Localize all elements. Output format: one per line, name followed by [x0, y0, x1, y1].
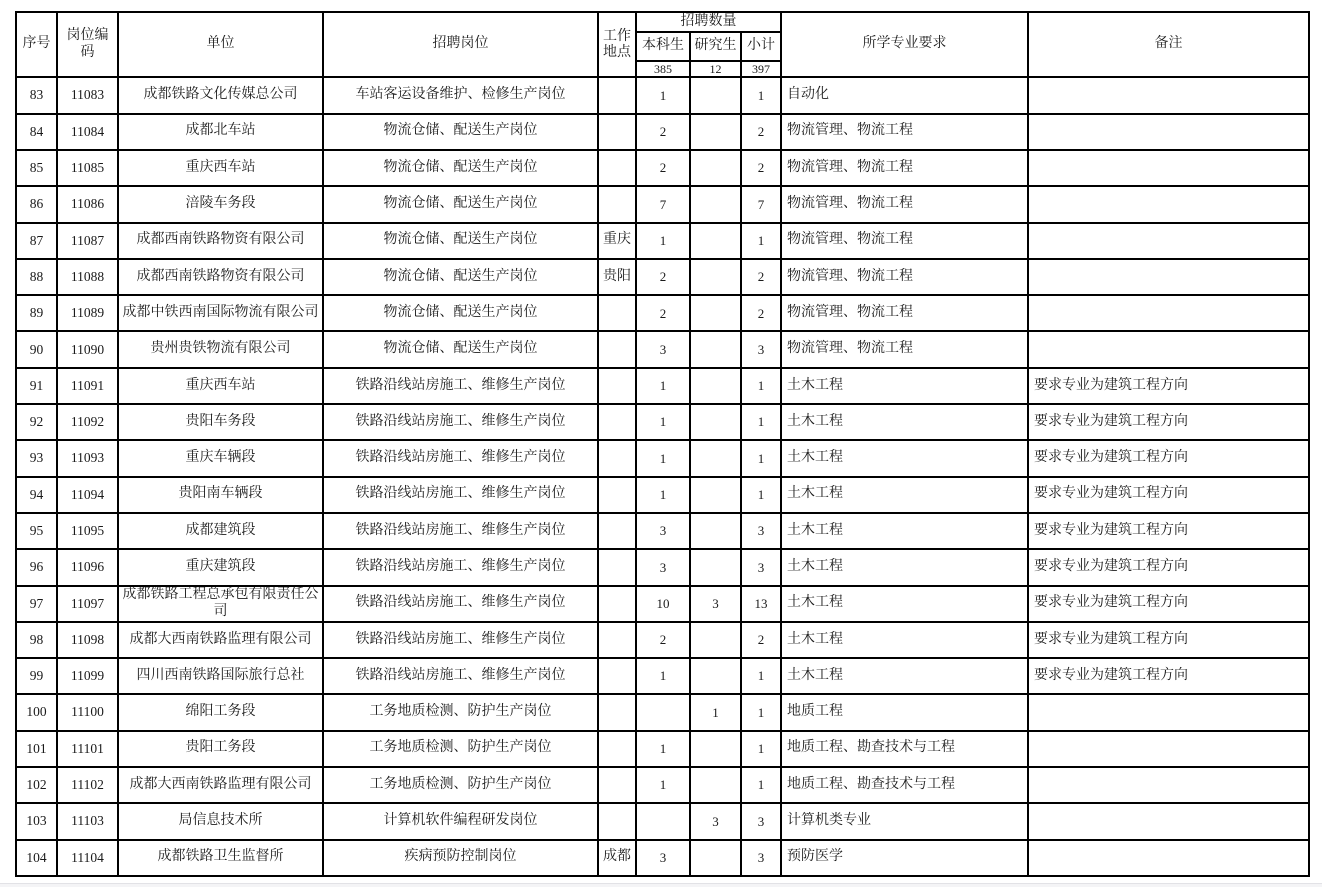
- cell-unit: 贵阳车务段: [118, 404, 323, 440]
- cell-graduate: [690, 331, 741, 367]
- cell-location: [598, 186, 636, 222]
- cell-graduate: [690, 295, 741, 331]
- cell-major: 物流管理、物流工程: [781, 114, 1028, 150]
- cell-code: 11101: [57, 731, 118, 767]
- cell-location: [598, 331, 636, 367]
- cell-code: 11091: [57, 368, 118, 404]
- cell-remark: [1028, 295, 1309, 331]
- cell-seq: 85: [16, 150, 57, 186]
- cell-position: 车站客运设备维护、检修生产岗位: [323, 77, 598, 113]
- cell-seq: 92: [16, 404, 57, 440]
- cell-remark: 要求专业为建筑工程方向: [1028, 513, 1309, 549]
- cell-code: 11102: [57, 767, 118, 803]
- cell-code: 11090: [57, 331, 118, 367]
- cell-position: 铁路沿线站房施工、维修生产岗位: [323, 440, 598, 476]
- cell-remark: 要求专业为建筑工程方向: [1028, 404, 1309, 440]
- cell-undergrad: 1: [636, 77, 690, 113]
- table-row: [16, 513, 1309, 549]
- cell-graduate: [690, 840, 741, 876]
- cell-position: 铁路沿线站房施工、维修生产岗位: [323, 404, 598, 440]
- cell-unit: 重庆车辆段: [118, 440, 323, 476]
- cell-graduate: [690, 731, 741, 767]
- cell-remark: [1028, 259, 1309, 295]
- cell-unit: 绵阳工务段: [118, 694, 323, 730]
- cell-unit: 成都大西南铁路监理有限公司: [118, 622, 323, 658]
- cell-remark: [1028, 331, 1309, 367]
- cell-major: 土木工程: [781, 513, 1028, 549]
- cell-major: 地质工程: [781, 694, 1028, 730]
- cell-graduate: [690, 549, 741, 585]
- cell-subtotal: 2: [741, 114, 781, 150]
- cell-seq: 97: [16, 586, 57, 622]
- cell-position: 铁路沿线站房施工、维修生产岗位: [323, 586, 598, 622]
- cell-seq: 86: [16, 186, 57, 222]
- cell-location: [598, 114, 636, 150]
- cell-location: [598, 767, 636, 803]
- header-undergrad: 本科生: [636, 32, 690, 61]
- cell-major: 预防医学: [781, 840, 1028, 876]
- cell-location: 贵阳: [598, 259, 636, 295]
- cell-position: 铁路沿线站房施工、维修生产岗位: [323, 658, 598, 694]
- cell-major: 物流管理、物流工程: [781, 259, 1028, 295]
- recruitment-table: [15, 11, 1310, 877]
- cell-unit: 成都建筑段: [118, 513, 323, 549]
- cell-subtotal: 1: [741, 477, 781, 513]
- cell-remark: [1028, 114, 1309, 150]
- cell-undergrad: 2: [636, 622, 690, 658]
- cell-code: 11089: [57, 295, 118, 331]
- cell-position: 铁路沿线站房施工、维修生产岗位: [323, 622, 598, 658]
- cell-location: [598, 77, 636, 113]
- cell-subtotal: 2: [741, 150, 781, 186]
- cell-graduate: [690, 186, 741, 222]
- header-unit: 单位: [118, 12, 323, 77]
- cell-position: 工务地质检测、防护生产岗位: [323, 767, 598, 803]
- cell-remark: 要求专业为建筑工程方向: [1028, 368, 1309, 404]
- cell-seq: 90: [16, 331, 57, 367]
- cell-major: 物流管理、物流工程: [781, 150, 1028, 186]
- cell-unit: 成都大西南铁路监理有限公司: [118, 767, 323, 803]
- table-row: [16, 114, 1309, 150]
- cell-subtotal: 7: [741, 186, 781, 222]
- cell-graduate: [690, 368, 741, 404]
- cell-unit: 成都西南铁路物资有限公司: [118, 259, 323, 295]
- cell-seq: 95: [16, 513, 57, 549]
- cell-major: 物流管理、物流工程: [781, 295, 1028, 331]
- cell-location: 成都: [598, 840, 636, 876]
- cell-subtotal: 1: [741, 767, 781, 803]
- cell-code: 11092: [57, 404, 118, 440]
- cell-seq: 104: [16, 840, 57, 876]
- cell-graduate: [690, 477, 741, 513]
- header-remark: 备注: [1028, 12, 1309, 77]
- cell-code: 11098: [57, 622, 118, 658]
- header-code: 岗位编码: [57, 12, 118, 77]
- cell-position: 疾病预防控制岗位: [323, 840, 598, 876]
- table-row: [16, 368, 1309, 404]
- table-row: [16, 440, 1309, 476]
- cell-remark: [1028, 223, 1309, 259]
- table-body: [16, 77, 1309, 876]
- cell-major: 土木工程: [781, 658, 1028, 694]
- cell-subtotal: 3: [741, 513, 781, 549]
- cell-major: 自动化: [781, 77, 1028, 113]
- cell-major: 物流管理、物流工程: [781, 186, 1028, 222]
- cell-remark: 要求专业为建筑工程方向: [1028, 440, 1309, 476]
- cell-unit: 涪陵车务段: [118, 186, 323, 222]
- cell-undergrad: 3: [636, 513, 690, 549]
- cell-subtotal: 1: [741, 440, 781, 476]
- cell-undergrad: 7: [636, 186, 690, 222]
- cell-code: 11094: [57, 477, 118, 513]
- cell-subtotal: 3: [741, 549, 781, 585]
- cell-position: 铁路沿线站房施工、维修生产岗位: [323, 368, 598, 404]
- cell-unit: 成都铁路工程总承包有限责任公司: [118, 586, 323, 622]
- cell-unit: 成都铁路文化传媒总公司: [118, 77, 323, 113]
- cell-location: [598, 477, 636, 513]
- cell-code: 11095: [57, 513, 118, 549]
- cell-seq: 99: [16, 658, 57, 694]
- table-row: [16, 259, 1309, 295]
- table-row: [16, 549, 1309, 585]
- cell-undergrad: 10: [636, 586, 690, 622]
- cell-major: 土木工程: [781, 404, 1028, 440]
- cell-position: 铁路沿线站房施工、维修生产岗位: [323, 513, 598, 549]
- cell-position: 铁路沿线站房施工、维修生产岗位: [323, 477, 598, 513]
- cell-seq: 96: [16, 549, 57, 585]
- cell-undergrad: [636, 803, 690, 839]
- cell-unit: 四川西南铁路国际旅行总社: [118, 658, 323, 694]
- cell-subtotal: 1: [741, 731, 781, 767]
- cell-location: [598, 150, 636, 186]
- cell-major: 计算机类专业: [781, 803, 1028, 839]
- cell-position: 工务地质检测、防护生产岗位: [323, 731, 598, 767]
- cell-unit: 贵州贵铁物流有限公司: [118, 331, 323, 367]
- cell-seq: 87: [16, 223, 57, 259]
- cell-undergrad: 2: [636, 295, 690, 331]
- cell-seq: 103: [16, 803, 57, 839]
- cell-major: 地质工程、勘查技术与工程: [781, 767, 1028, 803]
- cell-graduate: 1: [690, 694, 741, 730]
- cell-code: 11097: [57, 586, 118, 622]
- cell-remark: [1028, 803, 1309, 839]
- cell-position: 物流仓储、配送生产岗位: [323, 223, 598, 259]
- cell-undergrad: 3: [636, 331, 690, 367]
- cell-unit: 成都北车站: [118, 114, 323, 150]
- page-bottom-edge: [0, 883, 1322, 887]
- cell-position: 铁路沿线站房施工、维修生产岗位: [323, 549, 598, 585]
- cell-undergrad: 2: [636, 259, 690, 295]
- cell-remark: [1028, 77, 1309, 113]
- cell-remark: 要求专业为建筑工程方向: [1028, 586, 1309, 622]
- cell-seq: 101: [16, 731, 57, 767]
- cell-position: 物流仓储、配送生产岗位: [323, 114, 598, 150]
- cell-location: [598, 295, 636, 331]
- cell-unit: 重庆西车站: [118, 368, 323, 404]
- cell-undergrad: 1: [636, 223, 690, 259]
- table-row: [16, 150, 1309, 186]
- table-row: [16, 694, 1309, 730]
- cell-major: 土木工程: [781, 477, 1028, 513]
- total-subtotal: 397: [741, 61, 781, 77]
- cell-remark: 要求专业为建筑工程方向: [1028, 658, 1309, 694]
- cell-graduate: [690, 223, 741, 259]
- cell-graduate: 3: [690, 586, 741, 622]
- header-seq: 序号: [16, 12, 57, 77]
- cell-graduate: [690, 622, 741, 658]
- cell-location: [598, 731, 636, 767]
- total-undergrad: 385: [636, 61, 690, 77]
- cell-graduate: [690, 513, 741, 549]
- cell-undergrad: 1: [636, 767, 690, 803]
- total-graduate: 12: [690, 61, 741, 77]
- cell-major: 物流管理、物流工程: [781, 331, 1028, 367]
- cell-major: 物流管理、物流工程: [781, 223, 1028, 259]
- table-row: [16, 586, 1309, 622]
- table-row: [16, 658, 1309, 694]
- cell-seq: 91: [16, 368, 57, 404]
- cell-subtotal: 1: [741, 368, 781, 404]
- cell-code: 11096: [57, 549, 118, 585]
- cell-position: 物流仓储、配送生产岗位: [323, 295, 598, 331]
- table-row: [16, 803, 1309, 839]
- cell-major: 土木工程: [781, 586, 1028, 622]
- cell-graduate: [690, 767, 741, 803]
- cell-remark: [1028, 767, 1309, 803]
- cell-seq: 94: [16, 477, 57, 513]
- cell-code: 11099: [57, 658, 118, 694]
- cell-unit: 成都铁路卫生监督所: [118, 840, 323, 876]
- header-location: 工作地点: [598, 12, 636, 77]
- cell-major: 土木工程: [781, 622, 1028, 658]
- cell-unit: 局信息技术所: [118, 803, 323, 839]
- cell-undergrad: 2: [636, 114, 690, 150]
- cell-graduate: [690, 658, 741, 694]
- table-row: [16, 767, 1309, 803]
- cell-code: 11088: [57, 259, 118, 295]
- cell-subtotal: 1: [741, 658, 781, 694]
- cell-subtotal: 13: [741, 586, 781, 622]
- cell-graduate: [690, 77, 741, 113]
- header-quantity-group: 招聘数量: [636, 12, 781, 32]
- cell-remark: [1028, 186, 1309, 222]
- cell-subtotal: 2: [741, 259, 781, 295]
- cell-undergrad: 2: [636, 150, 690, 186]
- cell-seq: 89: [16, 295, 57, 331]
- cell-location: 重庆: [598, 223, 636, 259]
- cell-location: [598, 513, 636, 549]
- cell-major: 地质工程、勘查技术与工程: [781, 731, 1028, 767]
- cell-graduate: [690, 114, 741, 150]
- cell-code: 11083: [57, 77, 118, 113]
- cell-subtotal: 2: [741, 295, 781, 331]
- header-position: 招聘岗位: [323, 12, 598, 77]
- cell-unit: 重庆建筑段: [118, 549, 323, 585]
- cell-position: 物流仓储、配送生产岗位: [323, 259, 598, 295]
- cell-code: 11087: [57, 223, 118, 259]
- cell-remark: [1028, 840, 1309, 876]
- table-row: [16, 622, 1309, 658]
- cell-location: [598, 694, 636, 730]
- cell-subtotal: 1: [741, 404, 781, 440]
- cell-undergrad: 1: [636, 658, 690, 694]
- header-subtotal: 小计: [741, 32, 781, 61]
- cell-remark: 要求专业为建筑工程方向: [1028, 477, 1309, 513]
- cell-undergrad: 1: [636, 440, 690, 476]
- cell-major: 土木工程: [781, 549, 1028, 585]
- cell-seq: 88: [16, 259, 57, 295]
- cell-undergrad: 1: [636, 404, 690, 440]
- cell-subtotal: 1: [741, 223, 781, 259]
- table-row: [16, 477, 1309, 513]
- cell-location: [598, 404, 636, 440]
- cell-major: 土木工程: [781, 440, 1028, 476]
- cell-position: 物流仓储、配送生产岗位: [323, 331, 598, 367]
- cell-remark: [1028, 694, 1309, 730]
- cell-subtotal: 1: [741, 694, 781, 730]
- header-graduate: 研究生: [690, 32, 741, 61]
- cell-undergrad: 1: [636, 368, 690, 404]
- cell-unit: 成都中铁西南国际物流有限公司: [118, 295, 323, 331]
- cell-code: 11084: [57, 114, 118, 150]
- cell-remark: [1028, 150, 1309, 186]
- cell-unit: 重庆西车站: [118, 150, 323, 186]
- cell-location: [598, 549, 636, 585]
- cell-graduate: [690, 150, 741, 186]
- table-row: [16, 404, 1309, 440]
- cell-position: 物流仓储、配送生产岗位: [323, 186, 598, 222]
- cell-undergrad: 1: [636, 477, 690, 513]
- cell-seq: 93: [16, 440, 57, 476]
- cell-seq: 102: [16, 767, 57, 803]
- cell-location: [598, 622, 636, 658]
- header-major: 所学专业要求: [781, 12, 1028, 77]
- cell-location: [598, 658, 636, 694]
- cell-position: 工务地质检测、防护生产岗位: [323, 694, 598, 730]
- cell-subtotal: 1: [741, 77, 781, 113]
- cell-undergrad: [636, 694, 690, 730]
- cell-graduate: 3: [690, 803, 741, 839]
- cell-subtotal: 3: [741, 840, 781, 876]
- cell-position: 计算机软件编程研发岗位: [323, 803, 598, 839]
- cell-remark: 要求专业为建筑工程方向: [1028, 622, 1309, 658]
- table-row: [16, 223, 1309, 259]
- cell-undergrad: 3: [636, 840, 690, 876]
- table-row: [16, 77, 1309, 113]
- cell-code: 11086: [57, 186, 118, 222]
- table-row: [16, 295, 1309, 331]
- cell-location: [598, 440, 636, 476]
- cell-subtotal: 2: [741, 622, 781, 658]
- table-row: [16, 731, 1309, 767]
- cell-location: [598, 586, 636, 622]
- cell-remark: 要求专业为建筑工程方向: [1028, 549, 1309, 585]
- cell-location: [598, 803, 636, 839]
- cell-code: 11093: [57, 440, 118, 476]
- cell-unit: 贵阳工务段: [118, 731, 323, 767]
- cell-graduate: [690, 440, 741, 476]
- cell-seq: 98: [16, 622, 57, 658]
- table-row: [16, 331, 1309, 367]
- cell-unit: 成都西南铁路物资有限公司: [118, 223, 323, 259]
- cell-code: 11104: [57, 840, 118, 876]
- cell-location: [598, 368, 636, 404]
- cell-unit: 贵阳南车辆段: [118, 477, 323, 513]
- cell-subtotal: 3: [741, 803, 781, 839]
- cell-code: 11085: [57, 150, 118, 186]
- cell-graduate: [690, 259, 741, 295]
- cell-remark: [1028, 731, 1309, 767]
- table-header: [16, 12, 1309, 77]
- cell-seq: 84: [16, 114, 57, 150]
- cell-seq: 83: [16, 77, 57, 113]
- table-row: [16, 840, 1309, 876]
- cell-undergrad: 3: [636, 549, 690, 585]
- header-row-1: [16, 12, 1309, 32]
- table-row: [16, 186, 1309, 222]
- cell-graduate: [690, 404, 741, 440]
- cell-code: 11100: [57, 694, 118, 730]
- cell-major: 土木工程: [781, 368, 1028, 404]
- cell-seq: 100: [16, 694, 57, 730]
- cell-position: 物流仓储、配送生产岗位: [323, 150, 598, 186]
- cell-subtotal: 3: [741, 331, 781, 367]
- cell-code: 11103: [57, 803, 118, 839]
- cell-undergrad: 1: [636, 731, 690, 767]
